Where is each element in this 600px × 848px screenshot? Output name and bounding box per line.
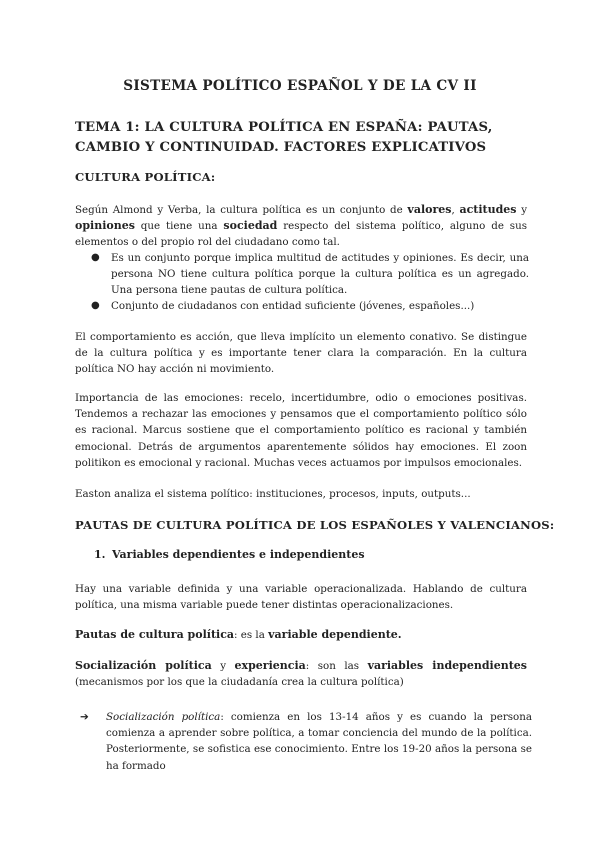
paragraph-definition xyxy=(75,202,527,251)
paragraph-variable-dependiente xyxy=(75,627,527,643)
list-item xyxy=(92,298,524,316)
list-item-text: Es un conjunto porque implica multitud de actitudes y opiniones. Es decir, una persona NO tiene cultura política porque la cultura política es un agregado. Una persona tiene pautas de cultura política. xyxy=(111,252,529,297)
bullet-icon: ● xyxy=(91,252,100,263)
arrow-list-item xyxy=(80,709,532,772)
bold-term-opiniones: opiniones xyxy=(75,219,135,233)
text-run: y xyxy=(516,204,528,216)
bold-term-valores: valores xyxy=(407,203,452,216)
paragraph-emociones: Importancia de las emociones: recelo, incertidumbre, odio o emociones positivas. Tendemos a rechazar las emociones y pensamos que el comportamiento político sólo es racional. Marcus sostiene que el comportamiento político es racional y también emocional. Detrás de argumentos aparentemente sólidos hay emociones. El zoon politikon es emocional y racional. Muchas veces actuamos por impulsos emocionales. xyxy=(75,392,527,469)
bullet-icon: ● xyxy=(91,300,100,311)
text-run: que tiene una xyxy=(134,220,224,233)
text-run: , xyxy=(451,204,460,216)
subheading-number: 1. xyxy=(94,548,106,561)
list-item-text: Conjunto de ciudadanos con entidad suficiente (jóvenes, españoles...) xyxy=(111,300,475,312)
section-heading-cultura-politica: CULTURA POLÍTICA: xyxy=(75,170,216,184)
paragraph-variables: Hay una variable definida y una variable operacionalizada. Hablando de cultura política, una misma variable puede tener distintas operacionalizaciones. xyxy=(75,583,527,612)
bold-term-sociedad: sociedad xyxy=(223,219,278,233)
text-run: respecto del sistema político, alguno de sus elementos o del propio rol del ciudadano como tal. xyxy=(75,220,527,249)
text-run: : son las xyxy=(305,660,368,672)
list-item xyxy=(91,250,529,300)
bold-term-experiencia: experiencia xyxy=(234,659,306,672)
italic-term-socializacion: Socialización política xyxy=(106,711,221,723)
subheading-variables xyxy=(94,548,365,561)
paragraph-variables-independientes xyxy=(75,658,527,690)
bold-term-pautas: Pautas de cultura política xyxy=(75,628,235,641)
bold-term-socializacion: Socialización política xyxy=(75,659,212,672)
text-run: : es la xyxy=(234,629,269,641)
document-title: SISTEMA POLÍTICO ESPAÑOL Y DE LA CV II xyxy=(123,78,477,94)
text-run: (mecanismos por los que la ciudadanía crea la cultura política) xyxy=(75,676,404,689)
topic-title: TEMA 1: LA CULTURA POLÍTICA EN ESPAÑA: PAUTAS, CAMBIO Y CONTINUIDAD. FACTORES EXPLICATIVOS xyxy=(75,120,493,155)
arrow-right-icon: ➔ xyxy=(80,711,89,723)
bold-term-actitudes: actitudes xyxy=(459,203,517,216)
section-heading-pautas: PAUTAS DE CULTURA POLÍTICA DE LOS ESPAÑOLES Y VALENCIANOS: xyxy=(75,518,555,532)
paragraph-comportamiento: El comportamiento es acción, que lleva implícito un elemento conativo. Se distingue de la cultura política y es importante tener clara la comparación. En la cultura política NO hay acción ni movimiento. xyxy=(75,331,527,376)
arrow-item-text xyxy=(106,709,532,774)
subheading-label: Variables dependientes e independientes xyxy=(112,548,365,561)
text-run: y xyxy=(211,660,235,672)
bold-term-variable-dependiente: variable dependiente. xyxy=(268,628,402,641)
text-run: Según Almond y Verba, la cultura política es un conjunto de xyxy=(75,204,408,216)
paragraph-easton: Easton analiza el sistema político: instituciones, procesos, inputs, outputs... xyxy=(75,488,471,500)
text-run: : comienza en los 13-14 años y es cuando la persona comienza a aprender sobre política, a tomar conciencia del mundo de la política. Posteriormente, se sofistica ese conocimiento. Entre los 19-20 años la persona se ha formado xyxy=(106,711,532,772)
bold-term-variables-independientes: variables independientes xyxy=(367,659,527,672)
